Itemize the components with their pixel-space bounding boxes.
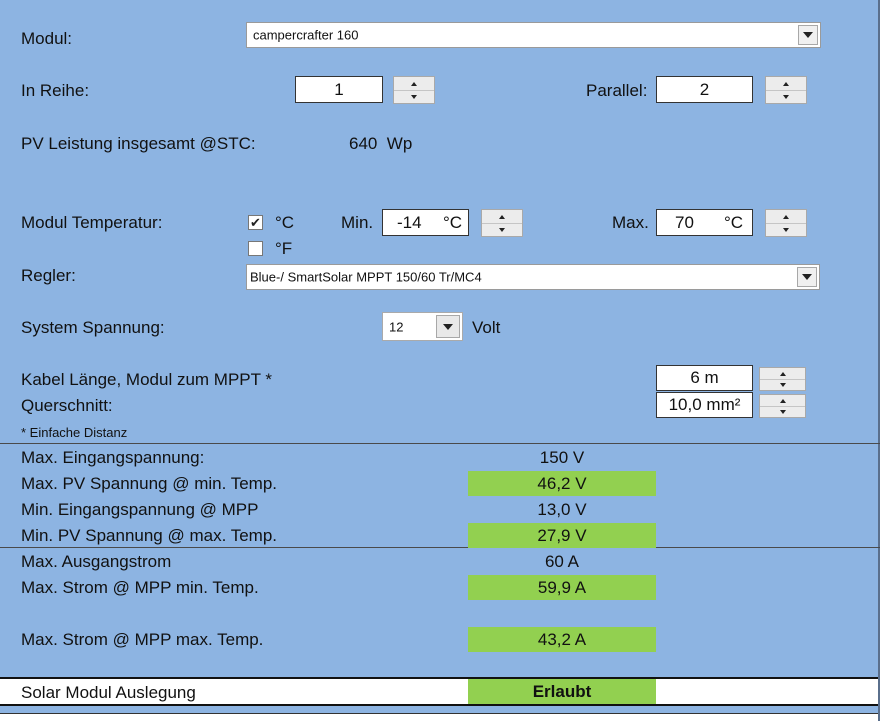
querschnitt-label: Querschnitt:	[21, 396, 113, 415]
parallel-spinner[interactable]	[765, 76, 807, 104]
spinner-down-icon[interactable]	[766, 90, 806, 103]
result-label: Min. Eingangspannung @ MPP	[21, 500, 259, 519]
modul-value: campercrafter 160	[253, 27, 359, 43]
system-spannung-dropdown[interactable]	[382, 312, 463, 341]
querschnitt-spinner[interactable]	[759, 394, 806, 418]
min-temp-spinner[interactable]	[481, 209, 523, 237]
min-temp-value: -14	[397, 213, 422, 232]
pv-leistung-value: 640 Wp	[349, 134, 413, 153]
min-temp-unit: °C	[443, 213, 463, 232]
max-temp-unit: °C	[724, 213, 744, 232]
result-value-ok: 46,2 V	[468, 471, 656, 496]
spinner-up-icon[interactable]	[394, 77, 434, 91]
result-label: Min. PV Spannung @ max. Temp.	[21, 526, 278, 545]
spinner-down-icon[interactable]	[766, 223, 806, 236]
system-spannung-value: 12	[389, 319, 404, 334]
modul-dropdown[interactable]	[246, 22, 821, 48]
chevron-down-icon[interactable]	[797, 267, 817, 287]
section-divider	[0, 443, 880, 444]
parallel-label: Parallel:	[586, 81, 648, 100]
summary-value: Erlaubt	[468, 679, 656, 704]
fahrenheit-label: °F	[275, 239, 293, 258]
min-temp-field[interactable]	[382, 209, 469, 236]
result-value-ok: 59,9 A	[468, 575, 656, 600]
fahrenheit-checkbox[interactable]	[248, 241, 263, 256]
summary-row	[0, 677, 878, 706]
spinner-up-icon[interactable]	[766, 77, 806, 91]
checkmark-icon: ✔	[250, 215, 261, 230]
result-label: Max. PV Spannung @ min. Temp.	[21, 474, 278, 493]
regler-value: Blue-/ SmartSolar MPPT 150/60 Tr/MC4	[250, 269, 482, 285]
max-temp-field[interactable]	[656, 209, 753, 236]
result-value-ok: 43,2 A	[468, 627, 656, 652]
max-temp-label: Max.	[612, 213, 649, 232]
kabel-footnote: * Einfache Distanz	[21, 425, 128, 440]
system-spannung-label: System Spannung:	[21, 318, 165, 337]
section-divider	[0, 547, 880, 548]
result-value-ok: 27,9 V	[468, 523, 656, 548]
querschnitt-field[interactable]: 10,0 mm²	[656, 392, 753, 418]
result-value: 60 A	[544, 552, 580, 571]
in-reihe-field[interactable]: 1	[295, 76, 383, 103]
celsius-checkbox[interactable]	[248, 215, 263, 230]
spinner-down-icon[interactable]	[394, 90, 434, 103]
result-label: Max. Strom @ MPP min. Temp.	[21, 578, 259, 597]
regler-label: Regler:	[21, 266, 76, 285]
regler-dropdown[interactable]	[246, 264, 820, 290]
in-reihe-spinner[interactable]	[393, 76, 435, 104]
system-spannung-unit: Volt	[472, 318, 501, 337]
max-temp-value: 70	[675, 213, 694, 232]
modul-label: Modul:	[21, 29, 73, 48]
modul-temperatur-label: Modul Temperatur:	[21, 213, 163, 232]
summary-label: Solar Modul Auslegung	[21, 683, 196, 702]
kabel-laenge-label: Kabel Länge, Modul zum MPPT *	[21, 370, 273, 389]
kabel-laenge-field[interactable]: 6 m	[656, 365, 753, 391]
spinner-down-icon[interactable]	[760, 406, 805, 417]
spinner-up-icon[interactable]	[766, 210, 806, 224]
result-label: Max. Strom @ MPP max. Temp.	[21, 630, 264, 649]
chevron-down-icon[interactable]	[798, 25, 818, 45]
result-value: 13,0 V	[537, 500, 587, 519]
result-value: 150 V	[539, 448, 585, 467]
max-temp-spinner[interactable]	[765, 209, 807, 237]
spinner-down-icon[interactable]	[760, 379, 805, 390]
kabel-laenge-spinner[interactable]	[759, 367, 806, 391]
min-temp-label: Min.	[341, 213, 374, 232]
in-reihe-label: In Reihe:	[21, 81, 90, 100]
celsius-label: °C	[275, 213, 295, 232]
result-label: Max. Ausgangstrom	[21, 552, 172, 571]
result-label: Max. Eingangspannung:	[21, 448, 205, 467]
spinner-down-icon[interactable]	[482, 223, 522, 236]
pv-leistung-label: PV Leistung insgesamt @STC:	[21, 134, 256, 153]
chevron-down-icon[interactable]	[436, 315, 460, 338]
parallel-field[interactable]: 2	[656, 76, 753, 103]
spinner-up-icon[interactable]	[482, 210, 522, 224]
